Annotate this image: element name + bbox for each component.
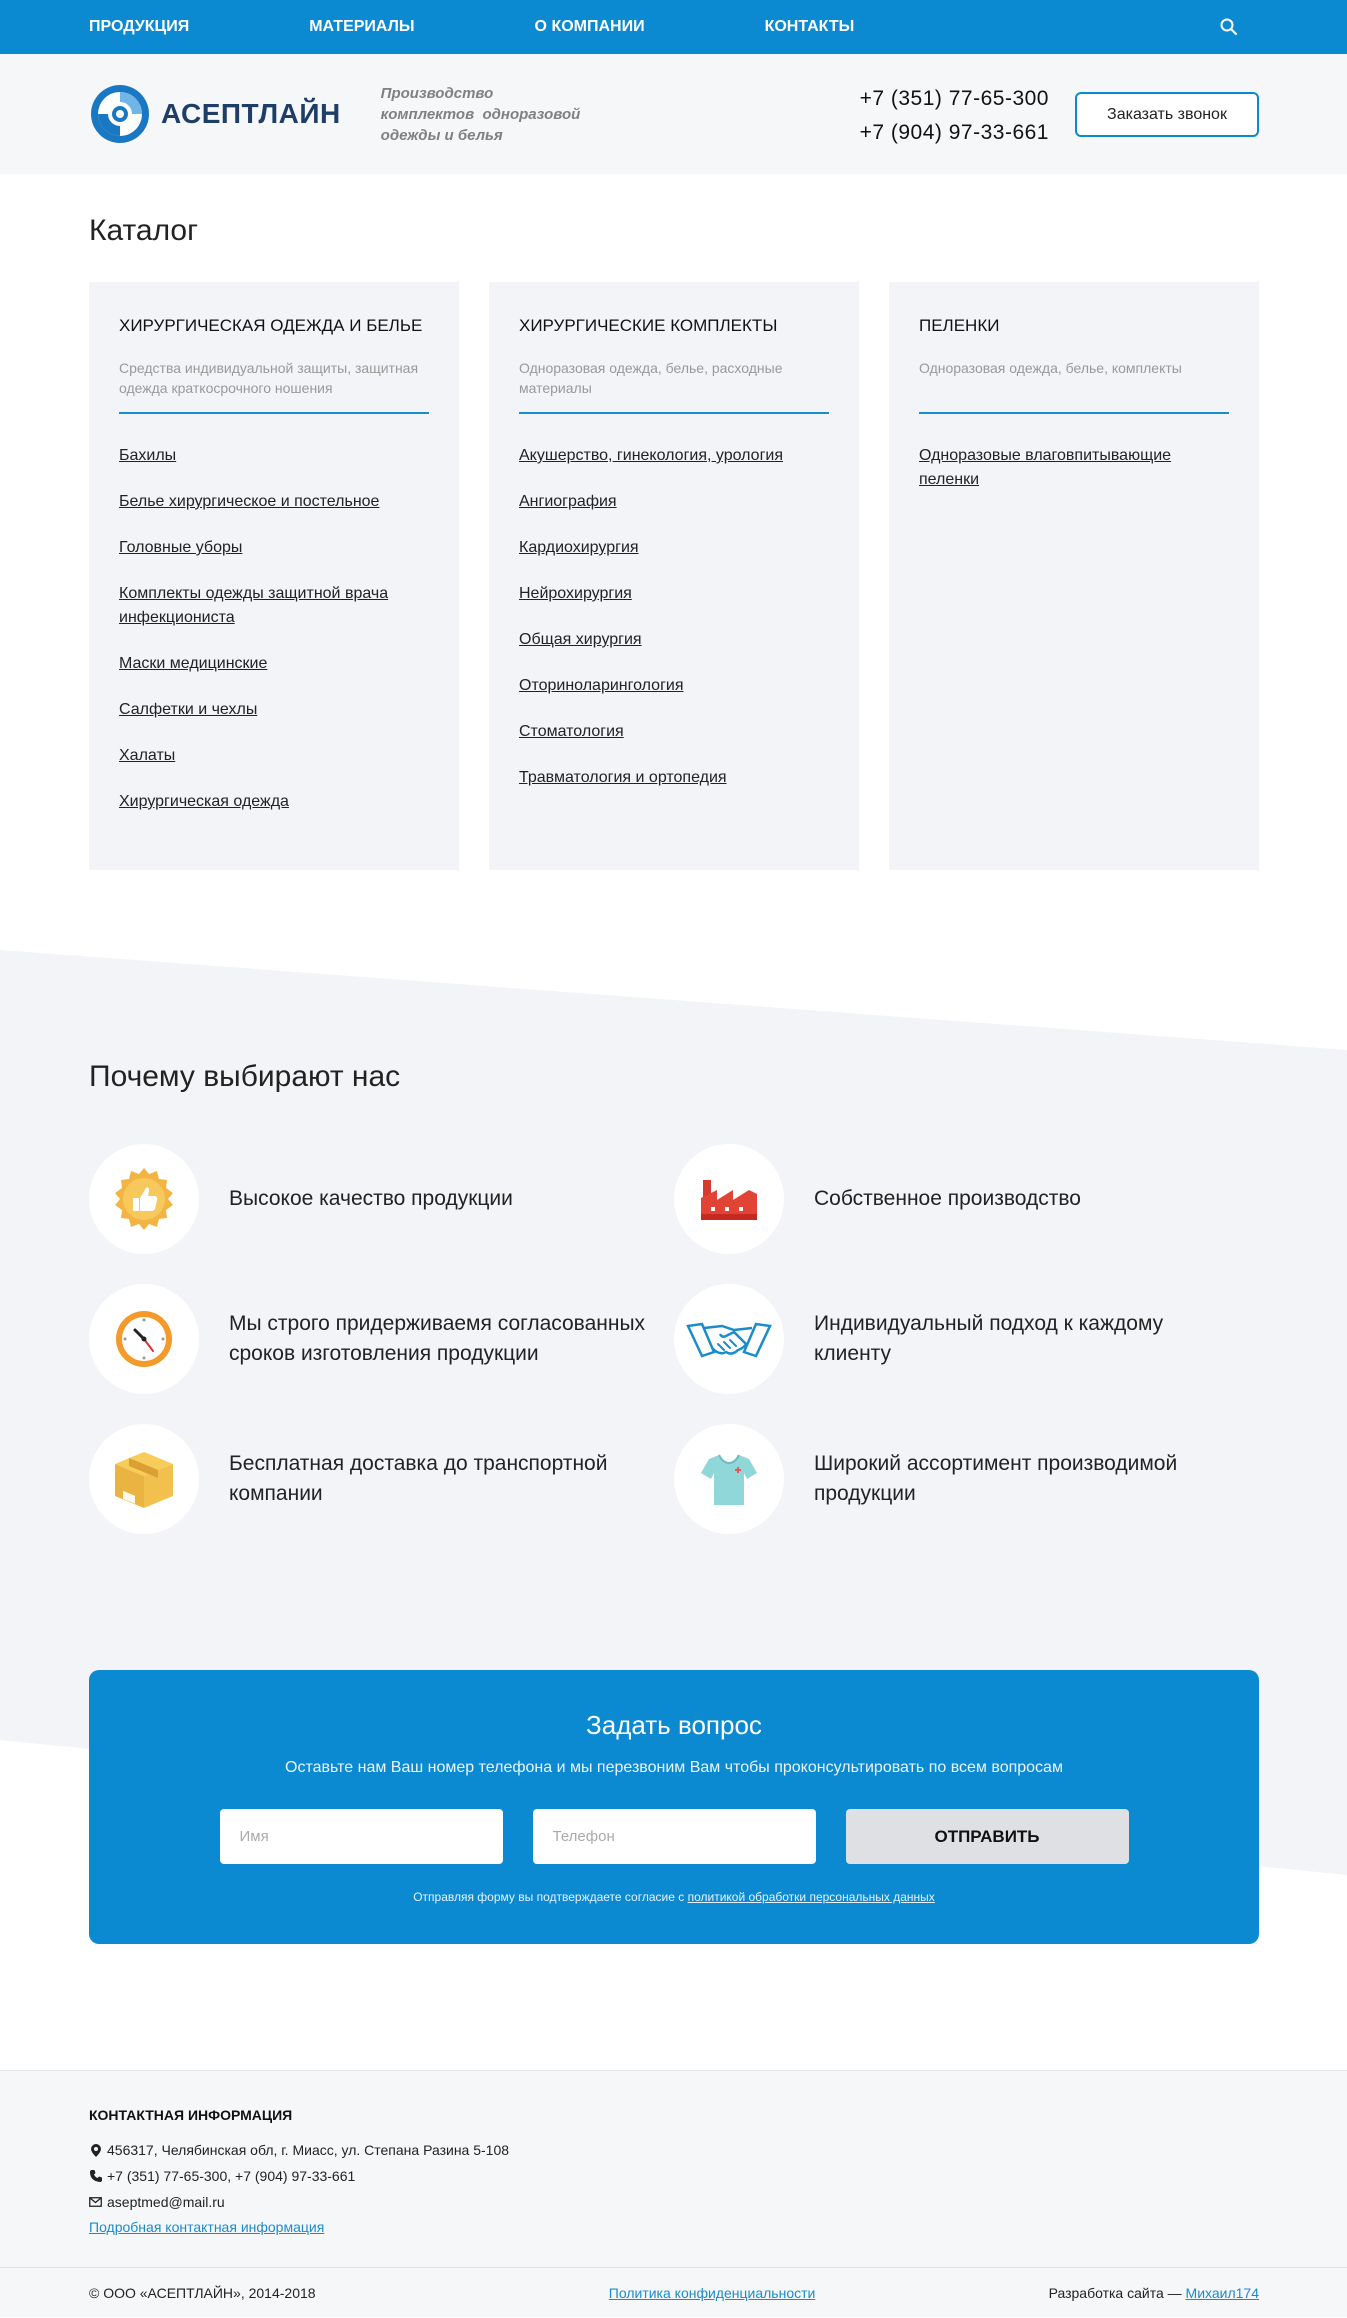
logo-mark-icon (89, 83, 151, 145)
why-item (674, 1144, 1259, 1254)
email-text[interactable]: aseptmed@mail.ru (107, 2194, 225, 2210)
box-icon (89, 1424, 199, 1534)
divider (519, 412, 829, 414)
why-title: Почему выбирают нас (89, 1060, 401, 1093)
why-item (89, 1144, 674, 1254)
why-item (89, 1424, 674, 1534)
why-item-text: Бесплатная доставка до транспортной компании (229, 1452, 608, 1505)
ask-title: Задать вопрос (586, 1710, 762, 1740)
catalog-card-clothing (89, 282, 459, 870)
callback-button[interactable]: Заказать звонок (1075, 92, 1259, 137)
consent-note (89, 1890, 1259, 1904)
privacy-policy-link[interactable]: политикой обработки персональных данных (687, 1890, 935, 1904)
phones-text[interactable]: +7 (351) 77-65-300, +7 (904) 97-33-661 (107, 2168, 356, 2184)
thumbs-up-medal-icon (89, 1144, 199, 1254)
catalog-link[interactable]: Комплекты одежды защитной врача инфекциониста (119, 585, 389, 626)
why-item (674, 1424, 1259, 1534)
catalog-link[interactable]: Оториноларингология (519, 677, 684, 694)
ask-section (0, 1670, 1347, 2070)
why-item-text: Индивидуальный подход к каждому клиенту (814, 1312, 1164, 1365)
tagline-line: Производство (380, 84, 494, 102)
why-grid (89, 1144, 1259, 1534)
footer-email (89, 2193, 1259, 2211)
nav-item-contacts[interactable]: КОНТАКТЫ (764, 18, 855, 35)
catalog-link[interactable]: Халаты (119, 747, 176, 764)
nav-item-about[interactable]: О КОМПАНИИ (534, 18, 645, 35)
catalog-card-kits (489, 282, 859, 870)
catalog-card-diapers (889, 282, 1259, 870)
nav-item-products[interactable]: ПРОДУКЦИЯ (89, 18, 190, 35)
factory-icon (674, 1144, 784, 1254)
catalog-link[interactable]: Белье хирургическое и постельное (119, 493, 380, 510)
ask-form (89, 1809, 1259, 1864)
envelope-icon (89, 2196, 102, 2209)
ask-form-box (89, 1670, 1259, 1944)
footer-bottom-bar (0, 2267, 1347, 2317)
contact-details-link[interactable]: Подробная контактная информация (89, 2219, 325, 2235)
catalog-link[interactable]: Бахилы (119, 447, 177, 464)
handshake-icon (674, 1284, 784, 1394)
catalog-card-description: Средства индивидуальной защиты, защитная одежда краткосрочного ношения (119, 360, 419, 396)
catalog-card-description: Одноразовая одежда, белье, расходные материалы (519, 360, 783, 396)
catalog-card-description: Одноразовая одежда, белье, комплекты (919, 360, 1182, 376)
why-item-text: Широкий ассортимент производимой продукции (814, 1452, 1178, 1505)
divider (119, 412, 429, 414)
catalog-link[interactable]: Стоматология (519, 723, 624, 740)
catalog-link[interactable]: Общая хирургия (519, 631, 642, 648)
why-item (89, 1284, 674, 1394)
footer-phones (89, 2167, 1259, 2185)
catalog-grid (89, 282, 1259, 870)
catalog-card-title[interactable]: ПЕЛЕНКИ (919, 316, 1000, 335)
tagline-line: комплектов одноразовой (380, 105, 581, 123)
catalog-link-list (919, 444, 1229, 492)
phone-link-1[interactable]: +7 (351) 77-65-300 (859, 87, 1049, 110)
search-icon[interactable] (1219, 17, 1239, 37)
why-item-text: Собственное производство (814, 1187, 1081, 1210)
logo-text: АСЕПТЛАЙН (161, 98, 341, 129)
tagline (381, 83, 581, 146)
shirt-icon (674, 1424, 784, 1534)
catalog-link[interactable]: Маски медицинские (119, 655, 268, 672)
privacy-link[interactable]: Политика конфиденциальности (608, 2285, 816, 2301)
phone-input[interactable] (533, 1809, 816, 1864)
footer-title: КОНТАКТНАЯ ИНФОРМАЦИЯ (89, 2107, 293, 2123)
logo[interactable] (89, 83, 341, 145)
nav-item-materials[interactable]: МАТЕРИАЛЫ (309, 18, 415, 35)
catalog-card-title[interactable]: ХИРУРГИЧЕСКИЕ КОМПЛЕКТЫ (519, 316, 778, 335)
consent-text: Отправляя форму вы подтверждаете согласие с (413, 1890, 685, 1904)
ask-subtitle: Оставьте нам Ваш номер телефона и мы перезвоним Вам чтобы проконсультировать по всем вопросам (285, 1759, 1063, 1776)
header-phones (860, 82, 1049, 150)
why-item-text: Мы строго придерживаемя согласованных сроков изготовления продукции (229, 1312, 646, 1365)
top-nav (0, 0, 1347, 54)
catalog-link[interactable]: Ангиография (519, 493, 617, 510)
developer-link[interactable]: Михаил174 (1185, 2285, 1259, 2301)
catalog-link[interactable]: Травматология и ортопедия (519, 769, 727, 786)
catalog-link[interactable]: Головные уборы (119, 539, 243, 556)
catalog-link[interactable]: Нейрохирургия (519, 585, 632, 602)
why-item-text: Высокое качество продукции (229, 1187, 513, 1210)
copyright: © ООО «АСЕПТЛАЙН», 2014-2018 (89, 2285, 316, 2301)
catalog-card-title[interactable]: ХИРУРГИЧЕСКАЯ ОДЕЖДА И БЕЛЬЕ (119, 316, 423, 335)
map-pin-icon (89, 2144, 102, 2157)
catalog-link[interactable]: Хирургическая одежда (119, 793, 289, 810)
catalog-link-list (119, 444, 429, 814)
clock-icon (89, 1284, 199, 1394)
footer (0, 2070, 1347, 2317)
footer-address (89, 2141, 1259, 2159)
tagline-line: одежды и белья (380, 126, 503, 144)
catalog-link[interactable]: Кардиохирургия (519, 539, 639, 556)
developer-prefix: Разработка сайта — (1048, 2285, 1182, 2301)
divider (919, 412, 1229, 414)
catalog-section (0, 174, 1347, 950)
name-input[interactable] (220, 1809, 503, 1864)
catalog-link[interactable]: Акушерство, гинекология, урология (519, 447, 784, 464)
catalog-link[interactable]: Одноразовые влаговпитывающие пеленки (919, 447, 1172, 488)
developer-credit (1049, 2285, 1259, 2301)
phone-link-2[interactable]: +7 (904) 97-33-661 (859, 121, 1049, 144)
why-item (674, 1284, 1259, 1394)
address-text: 456317, Челябинская обл, г. Миасс, ул. Степана Разина 5-108 (107, 2142, 510, 2158)
catalog-link[interactable]: Салфетки и чехлы (119, 701, 258, 718)
why-section (0, 950, 1347, 1670)
site-header (0, 54, 1347, 174)
catalog-title: Каталог (89, 214, 199, 247)
phone-icon (89, 2170, 102, 2183)
catalog-link-list (519, 444, 829, 790)
submit-button[interactable]: ОТПРАВИТЬ (846, 1809, 1129, 1864)
